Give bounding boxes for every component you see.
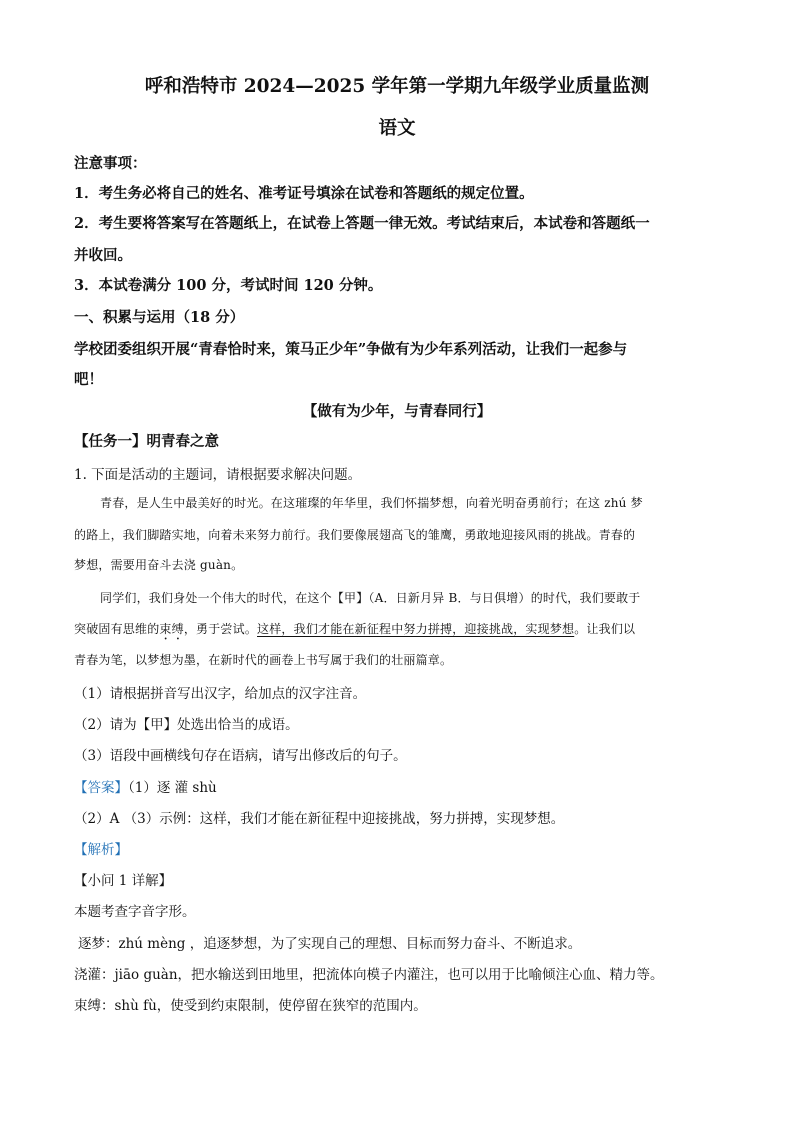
pinyin-prompt: guàn [200, 558, 232, 572]
passage-line: 青春为笔，以梦想为墨，在新时代的画卷上书写属于我们的壮丽篇章。 [74, 653, 453, 667]
answer-label: 【答案】 [74, 780, 128, 796]
notice-item-2: 2．考生要将答案写在答题纸上，在试卷上答题一律无效。考试结束后，本试卷和答题纸一 [74, 215, 650, 232]
section-intro: 学校团委组织开展“青春恰时来，策马正少年”争做有为少年系列活动，让我们一起参与 [74, 341, 628, 358]
question-stem: 1. 下面是活动的主题词，请根据要求解决问题。 [74, 467, 362, 483]
sub-question-2: （2）请为【甲】处选出恰当的成语。 [74, 717, 299, 733]
analysis-text: 束缚：shù fù，使受到约束限制，使停留在狭窄的范围内。 [74, 998, 427, 1014]
page-title: 呼和浩特市 2024—2025 学年第一学期九年级学业质量监测 [144, 76, 650, 97]
passage-line: 青春，是人生中最美好的时光。在这璀璨的年华里，我们怀揣梦想，向着光明奋勇前行；在这 zhú 梦 [100, 496, 643, 510]
notice-item-2-cont: 并收回。 [74, 247, 132, 264]
dotted-characters: 束缚 [159, 622, 184, 636]
activity-title: 【做有为少年，与青春同行】 [302, 403, 492, 420]
sub-question-detail-heading: 【小问 1 详解】 [74, 873, 173, 889]
section-intro-cont: 吧！ [74, 371, 103, 388]
answer-line-2: （2）A （3）示例：这样，我们才能在新征程中迎接挑战，努力拼搏，实现梦想。 [74, 811, 565, 827]
passage-line: 梦想，需要用奋斗去浇 guàn。 [74, 558, 244, 572]
section-heading: 一、积累与运用（18 分） [74, 309, 245, 326]
analysis-text: 逐梦：zhú mèng ，追逐梦想，为了实现自己的理想、目标而努力奋斗、不断追求。 [78, 936, 582, 952]
sub-question-1: （1）请根据拼音写出汉字，给加点的汉字注音。 [74, 686, 367, 702]
pinyin-prompt: zhú [604, 496, 627, 510]
passage-line: 的路上，我们脚踏实地，向着未来努力前行。我们要像展翅高飞的雏鹰，勇敢地迎接风雨的挑战。青春的 [74, 528, 636, 542]
passage-line: 同学们，我们身处一个伟大的时代，在这个【甲】（A．日新月异 B．与日俱增）的时代，我们要敢于 [100, 591, 641, 605]
sub-question-3: （3）语段中画横线句存在语病，请写出修改后的句子。 [74, 748, 407, 764]
answer-line: 【答案】（1）逐 灌 shù [74, 780, 217, 796]
analysis-label: 【解析】 [74, 842, 128, 858]
underlined-sentence: 这样，我们才能在新征程中努力拼搏，迎接挑战，实现梦想 [257, 622, 575, 636]
notice-heading: 注意事项： [74, 155, 147, 172]
analysis-text: 本题考查字音字形。 [74, 904, 196, 920]
passage-line: 突破固有思维的束缚，勇于尝试。这样，我们才能在新征程中努力拼搏，迎接挑战，实现梦想。让我们以 [74, 622, 636, 636]
notice-item-1: 1．考生务必将自己的姓名、准考证号填涂在试卷和答题纸的规定位置。 [74, 185, 534, 202]
analysis-text: 浇灌：jiāo guàn，把水输送到田地里，把流体向模子内灌注，也可以用于比喻倾注心血、精力等。 [74, 967, 664, 983]
subject-title: 语文 [378, 118, 416, 139]
task-heading: 【任务一】明青春之意 [74, 433, 219, 450]
notice-item-3: 3．本试卷满分 100 分，考试时间 120 分钟。 [74, 277, 383, 294]
